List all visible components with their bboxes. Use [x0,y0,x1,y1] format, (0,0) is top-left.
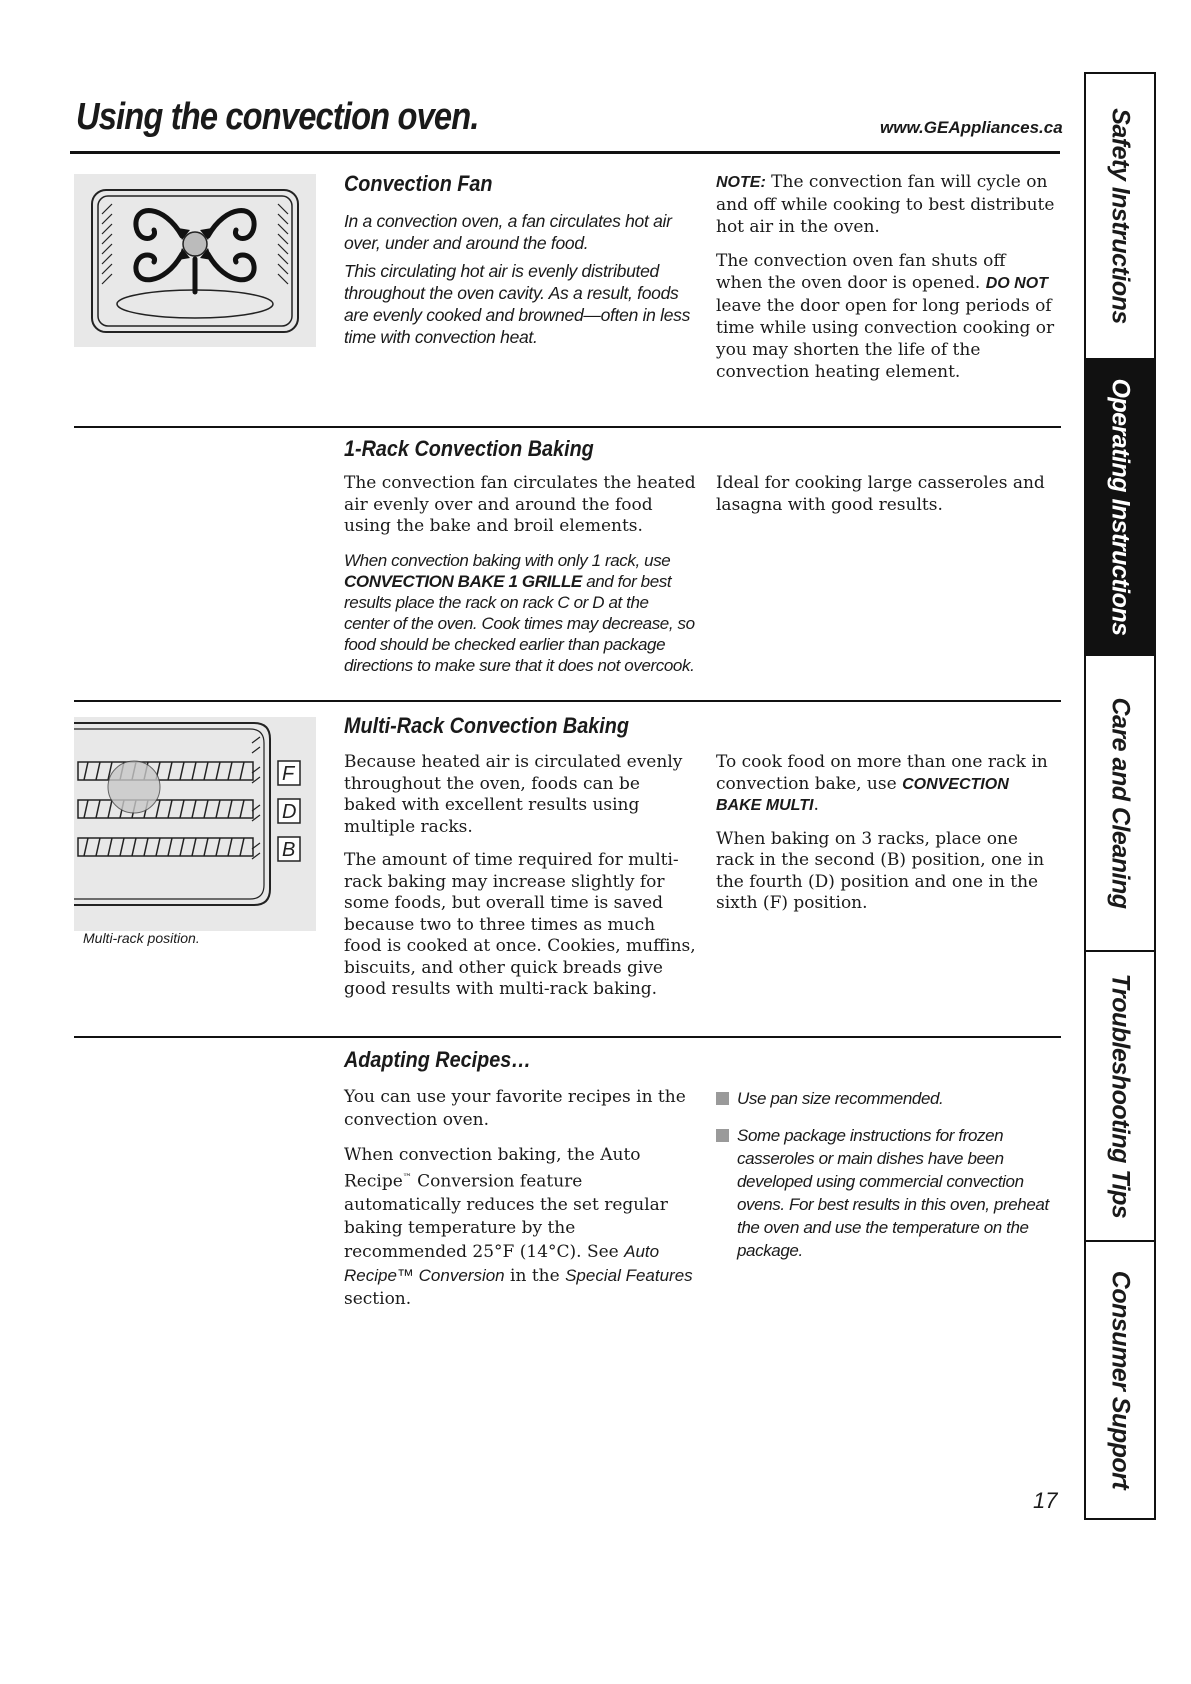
website-url[interactable]: www.GEAppliances.ca [880,118,1063,137]
section-heading-adapting-recipes: Adapting Recipes… [344,1047,532,1072]
section-divider [74,1036,1061,1038]
paragraph: The convection fan circulates the heated air evenly over and around the food using the bake and broil elements. [344,473,696,536]
list-item-text: Some package instructions for frozen casseroles or main dishes have been developed using commercial convection ovens. For best results in this oven, preheat the oven and use the temperature on the package. [737,1126,1049,1260]
rack-label-b: B [282,839,296,861]
square-bullet-icon [716,1092,729,1105]
adapting-left-column [344,1086,696,1323]
section-reference: Special Features [565,1265,693,1285]
multi-rack-left-column [344,752,696,1013]
text-run: Conversion feature automatically reduces the set regular baking temperature by the recommended 25°F (14°C). See [344,1171,668,1262]
section-heading-convection-fan: Convection Fan [344,171,493,196]
paragraph: Because heated air is circulated evenly throughout the oven, foods can be baked with excellent results using multiple racks. [344,752,683,837]
tab-label: Safety Instructions [1106,108,1135,324]
rack-label-f: F [282,763,295,785]
section-divider [74,700,1061,702]
feature-reference: Auto Recipe™ Conversion [344,1241,660,1285]
multi-rack-illustration [74,717,316,931]
note-text: The convection fan will cycle on and off while cooking to best distribute hot air in the oven. [716,172,1055,237]
trademark-symbol: ™ [402,1173,412,1183]
convection-fan-right-column [716,171,1056,395]
paragraph: Ideal for cooking large casseroles and lasagna with good results. [716,473,1045,515]
convection-fan-left-column [344,210,696,354]
list-item [716,1087,1061,1110]
list-item-text: Use pan size recommended. [737,1089,944,1108]
rack-label-d: D [282,801,297,823]
section-divider [74,426,1061,428]
list-item [716,1124,1061,1262]
tab-troubleshooting-tips[interactable] [1086,952,1154,1242]
paragraph: This circulating hot air is evenly distributed throughout the oven cavity. As a result, foods are evenly cooked and browned—often in less time with convection heat. [344,261,691,347]
do-not-emphasis: DO NOT [985,275,1048,292]
paragraph [344,1144,696,1311]
text-run: section. [344,1288,412,1309]
tab-label: Consumer Support [1106,1270,1135,1490]
paragraph: When baking on 3 racks, place one rack in the second (B) position, one in the fourth (D) position and one in the sixth (F) position. [716,828,1045,913]
page-title: Using the convection oven. [76,96,479,138]
note-paragraph [716,171,1056,238]
text-run: and for best results place the rack on rack C or D at the center of the oven. Cook times may decrease, so food should be checked earlier than package directions to make sure that it does not overcook. [344,571,695,675]
text-run: When convection baking, the Auto Recipe [344,1145,641,1192]
tab-label: Operating Instructions [1106,378,1135,636]
paragraph [716,752,1056,817]
one-rack-right-column [716,473,1056,528]
section-heading-multi-rack: Multi-Rack Convection Baking [344,713,629,738]
tab-label: Troubleshooting Tips [1106,973,1135,1219]
sidebar-nav [1084,72,1156,1520]
oven-fan-diagram [74,174,316,347]
convection-fan-illustration [74,174,316,347]
tab-consumer-support[interactable] [1086,1242,1154,1518]
multi-rack-right-column [716,752,1056,927]
setting-name: CONVECTION BAKE 1 GRILLE [344,571,582,591]
section-heading-one-rack: 1-Rack Convection Baking [344,436,594,461]
tab-label: Care and Cleaning [1106,697,1135,909]
text-run: The convection oven fan shuts off when the oven door is opened. [716,251,1006,293]
title-divider [70,151,1060,154]
text-run: When convection baking with only 1 rack, use [344,550,671,570]
figure-caption: Multi-rack position. [83,930,200,946]
multi-rack-diagram [74,717,316,931]
text-run: . [813,795,819,815]
paragraph [716,250,1056,383]
one-rack-left-column [344,473,696,676]
setting-name: CONVECTION BAKE MULTI [716,775,1009,814]
square-bullet-icon [716,1129,729,1142]
paragraph: In a convection oven, a fan circulates hot air over, under and around the food. [344,211,672,253]
tab-operating-instructions[interactable] [1086,360,1154,656]
adapting-bullet-list [716,1087,1061,1276]
text-run: leave the door open for long periods of time while using convection cooking or you may shorten the life of the convection heating element. [716,296,1055,382]
tab-safety-instructions[interactable] [1086,74,1154,360]
page-number: 17 [1033,1488,1058,1513]
paragraph [344,550,696,676]
text-run: To cook food on more than one rack in convection bake, use [716,752,1048,794]
paragraph: You can use your favorite recipes in the convection oven. [344,1087,686,1130]
text-run: in the [504,1265,566,1286]
paragraph: The amount of time required for multi-rack baking may increase slightly for some foods, but overall time is saved because two to three times as much food is cooked at once. Cookies, muffins, biscuits, and other quick breads give good results with multi-rack baking. [344,850,696,999]
tab-care-and-cleaning[interactable] [1086,656,1154,952]
note-label: NOTE: [716,174,766,191]
